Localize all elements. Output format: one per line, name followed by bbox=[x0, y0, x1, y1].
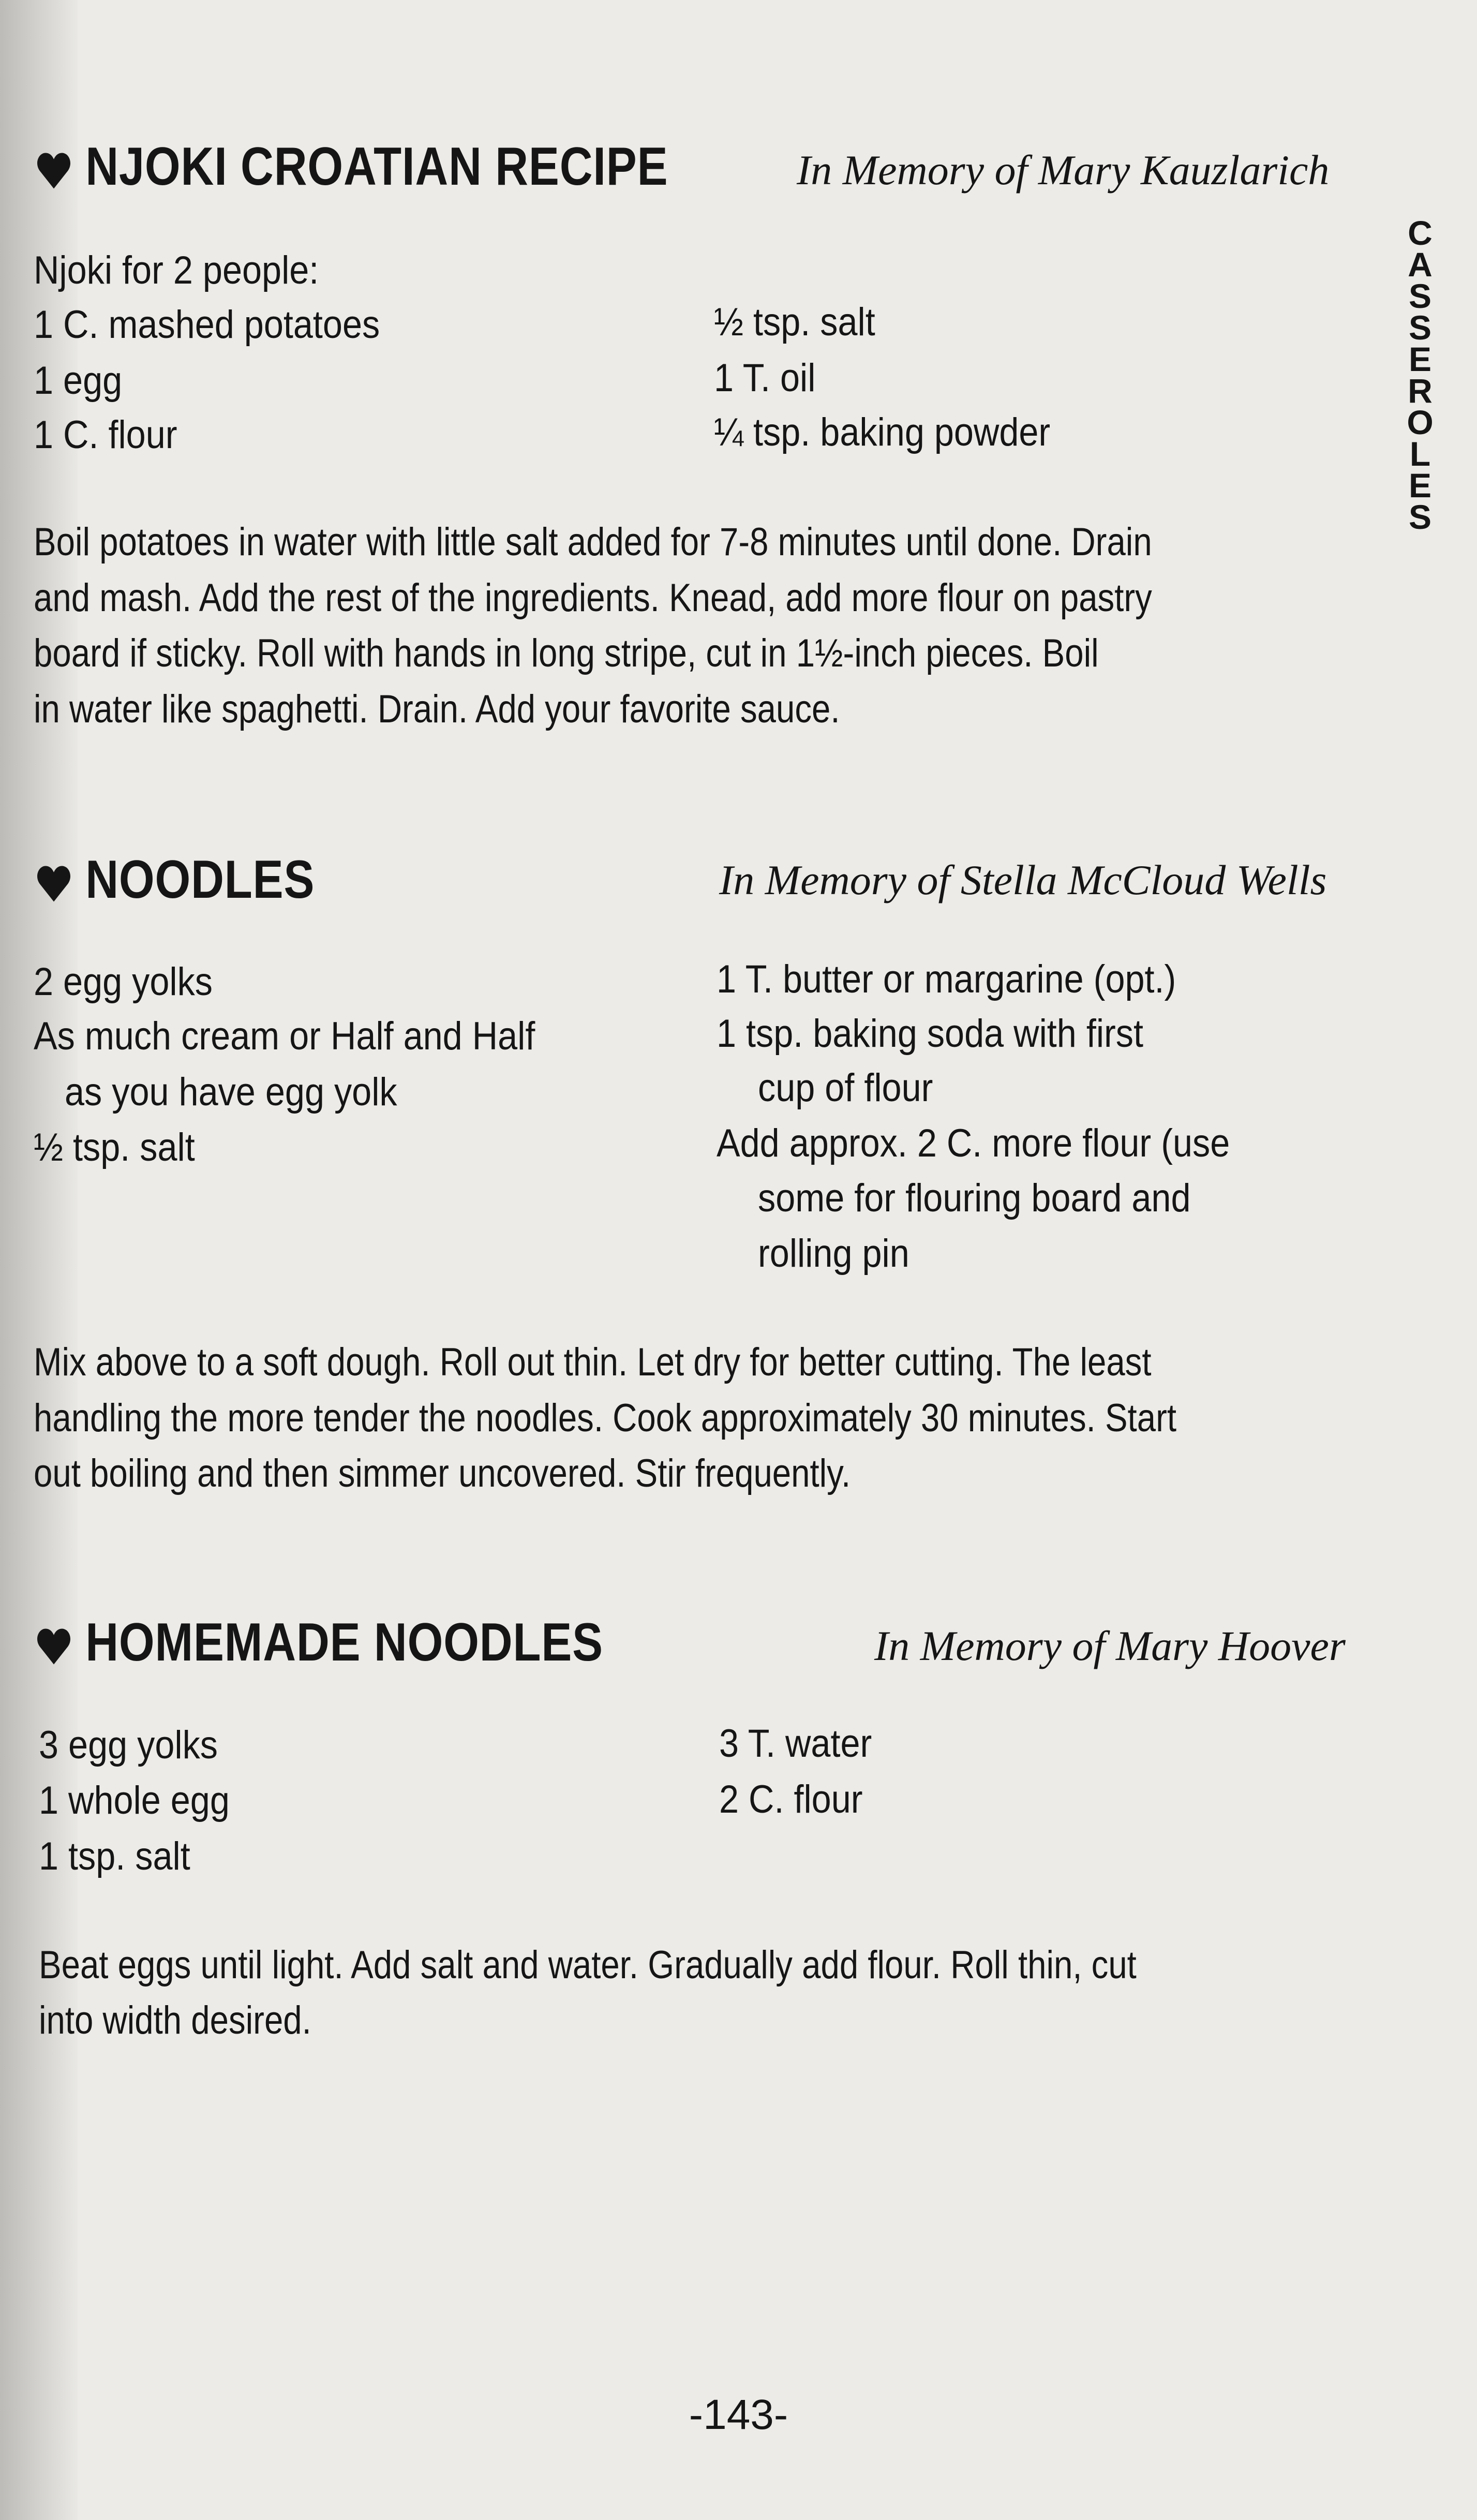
recipe-1-memory: In Memory of Mary Kauzlarich bbox=[797, 146, 1330, 194]
recipe-2-directions-line: out boiling and then simmer uncovered. Stir frequently. bbox=[34, 1451, 851, 1495]
recipe-2-title: NOODLES bbox=[85, 850, 315, 910]
section-tab-letter: E bbox=[1408, 466, 1432, 505]
recipe-1-title-row bbox=[36, 137, 668, 197]
recipe-3-ingredient: 1 whole egg bbox=[39, 1778, 230, 1822]
recipe-3-ingredient: 3 T. water bbox=[719, 1722, 872, 1766]
recipe-3-ingredient: 2 C. flour bbox=[719, 1777, 863, 1821]
recipe-3-directions-line: Beat eggs until light. Add salt and water. Gradually add flour. Roll thin, cut bbox=[39, 1943, 1137, 1987]
recipe-2-title-row bbox=[36, 850, 315, 910]
recipe-2-ingredient: ½ tsp. salt bbox=[34, 1125, 195, 1169]
recipe-1-ingredient: 1 egg bbox=[34, 359, 123, 403]
recipe-2-ingredient: As much cream or Half and Half bbox=[34, 1014, 535, 1058]
recipe-2-ingredient: cup of flour bbox=[758, 1066, 933, 1110]
recipe-1-directions-line: in water like spaghetti. Drain. Add your favorite sauce. bbox=[34, 687, 840, 731]
recipe-3-ingredient: 3 egg yolks bbox=[39, 1723, 218, 1767]
recipe-1-ingredient: Njoki for 2 people: bbox=[34, 248, 319, 292]
heart-icon bbox=[36, 865, 71, 903]
recipe-2-ingredient: Add approx. 2 C. more flour (use bbox=[717, 1121, 1230, 1165]
recipe-3-memory: In Memory of Mary Hoover bbox=[874, 1622, 1346, 1669]
recipe-2-ingredient: 1 tsp. baking soda with first bbox=[717, 1012, 1144, 1056]
recipe-3-ingredient: 1 tsp. salt bbox=[39, 1834, 190, 1878]
recipe-2-ingredient: 2 egg yolks bbox=[34, 960, 213, 1004]
section-tab-letter: C bbox=[1408, 214, 1433, 252]
section-tab-casseroles bbox=[1402, 214, 1438, 536]
section-tab-letter: S bbox=[1408, 498, 1432, 536]
recipe-2-ingredient: 1 T. butter or margarine (opt.) bbox=[717, 957, 1176, 1001]
recipe-2-ingredient: some for flouring board and bbox=[758, 1176, 1191, 1220]
recipe-1-directions-line: and mash. Add the rest of the ingredients. Knead, add more flour on pastry bbox=[34, 576, 1152, 620]
recipe-3-title: HOMEMADE NOODLES bbox=[85, 1612, 603, 1672]
recipe-1-ingredient: 1 C. mashed potatoes bbox=[34, 303, 380, 347]
recipe-2-directions-line: handling the more tender the noodles. Cook approximately 30 minutes. Start bbox=[34, 1396, 1177, 1440]
section-tab-letter: A bbox=[1408, 245, 1433, 284]
section-tab-letter: R bbox=[1408, 372, 1433, 410]
recipe-1-ingredient: ½ tsp. salt bbox=[714, 300, 875, 344]
heart-icon bbox=[36, 152, 71, 190]
recipe-2-ingredient: as you have egg yolk bbox=[65, 1070, 397, 1114]
heart-icon bbox=[36, 1627, 71, 1666]
section-tab-letter: E bbox=[1408, 340, 1432, 378]
page-number: -143- bbox=[689, 2391, 788, 2438]
recipe-1-ingredient: ¼ tsp. baking powder bbox=[714, 410, 1051, 454]
section-tab-letter: S bbox=[1408, 277, 1432, 315]
section-tab-letter: O bbox=[1407, 403, 1434, 441]
recipe-1-title: NJOKI CROATIAN RECIPE bbox=[85, 137, 668, 197]
recipe-1-ingredient: 1 C. flour bbox=[34, 413, 177, 457]
recipe-3-title-row bbox=[36, 1612, 603, 1672]
section-tab-letter: S bbox=[1408, 308, 1432, 347]
recipe-2-ingredient: rolling pin bbox=[758, 1232, 909, 1276]
recipe-1-ingredient: 1 T. oil bbox=[714, 356, 816, 400]
recipe-2-directions-line: Mix above to a soft dough. Roll out thin. Let dry for better cutting. The least bbox=[34, 1340, 1152, 1384]
section-tab-letter: L bbox=[1409, 435, 1431, 473]
recipe-1-directions-line: board if sticky. Roll with hands in long stripe, cut in 1½-inch pieces. Boil bbox=[34, 631, 1099, 675]
recipe-2-memory: In Memory of Stella McCloud Wells bbox=[719, 856, 1327, 903]
recipe-1-directions-line: Boil potatoes in water with little salt added for 7-8 minutes until done. Drain bbox=[34, 520, 1152, 564]
recipe-3-directions-line: into width desired. bbox=[39, 1998, 311, 2042]
